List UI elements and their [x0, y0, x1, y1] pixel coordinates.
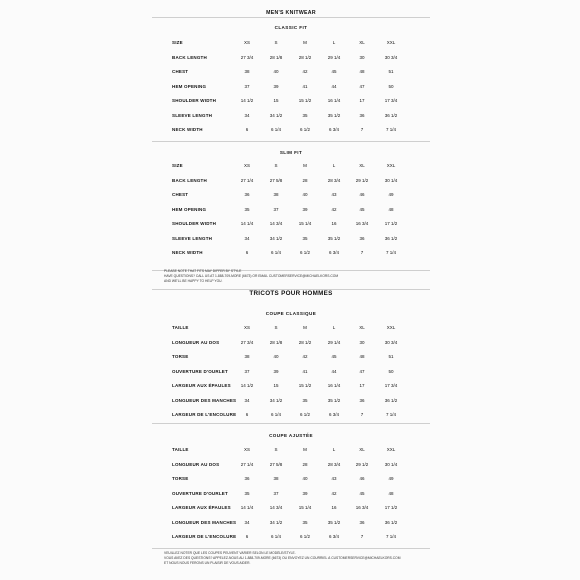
- table-row: [152, 412, 430, 420]
- fine-print-note: ET NOUS NOUS FERONS UN PLAISIR DE VOUS AIDER.: [164, 561, 251, 565]
- measurement-value: 42: [302, 69, 308, 74]
- measurement-value: 27 3/4: [240, 339, 254, 345]
- measurement-value: 27 1/4: [240, 177, 254, 183]
- measurement-label: TORSE: [172, 354, 189, 359]
- slim-fit-heading: COUPE AJUSTÉE: [269, 433, 313, 438]
- size-column-header: XL: [359, 447, 365, 452]
- measurement-value: 7: [360, 250, 364, 255]
- measurement-value: 39: [273, 368, 279, 374]
- measurement-value: 15 1/2: [298, 98, 312, 103]
- size-column-header: S: [274, 163, 278, 168]
- measurement-value: 34: [244, 235, 250, 241]
- measurement-label: LARGEUR DE L'ENCOLURE: [172, 412, 237, 417]
- measurement-value: 40: [273, 69, 279, 74]
- size-column-header: L: [332, 447, 336, 452]
- measurement-value: 6 1/4: [270, 127, 281, 132]
- measurement-value: 46: [359, 476, 365, 481]
- measurement-value: 35: [244, 206, 250, 212]
- table-row: [152, 84, 430, 92]
- measurement-value: 36: [244, 192, 250, 197]
- measurement-value: 39: [302, 206, 308, 212]
- measurement-value: 6: [245, 250, 249, 255]
- measurement-value: 51: [388, 69, 394, 74]
- measurement-value: 40: [273, 354, 279, 359]
- measurement-value: 7 1/4: [385, 250, 396, 255]
- measurement-value: 16: [331, 505, 337, 510]
- measurement-value: 47: [359, 83, 365, 89]
- measurement-value: 6: [245, 127, 249, 132]
- size-column-header: XXL: [386, 163, 396, 168]
- measurement-label: LARGEUR AUX ÉPAULES: [172, 383, 231, 388]
- measurement-value: 37: [244, 83, 250, 89]
- measurement-value: 30 3/4: [384, 339, 398, 345]
- table-row: [152, 113, 430, 121]
- table-row: [152, 250, 430, 258]
- measurement-label: NECK WIDTH: [172, 250, 203, 255]
- measurement-value: 35: [302, 235, 308, 241]
- measurement-value: 48: [359, 69, 365, 74]
- measurement-value: 15 1/4: [298, 221, 312, 226]
- measurement-value: 40: [302, 476, 308, 481]
- measurement-value: 35: [302, 397, 308, 403]
- table-row: [152, 236, 430, 244]
- measurement-value: 28 1/8: [269, 54, 283, 60]
- page-title-fr: TRICOTS POUR HOMMES: [249, 290, 333, 297]
- measurement-value: 35 1/2: [327, 235, 341, 241]
- measurement-value: 14 3/4: [269, 221, 283, 226]
- divider-line: [152, 17, 430, 18]
- measurement-value: 29 1/2: [355, 177, 369, 183]
- measurement-value: 16 3/4: [355, 505, 369, 510]
- fine-print-note: HAVE QUESTIONS? CALL US AT 1-888-709-MORE (6673) OR EMAIL CUSTOMERSERVICE@MICHAELKORS.COM: [164, 274, 339, 278]
- size-column-header: XS: [243, 163, 250, 168]
- measurement-value: 35 1/2: [327, 112, 341, 118]
- divider-line: [152, 423, 430, 424]
- measurement-value: 7 1/4: [385, 127, 396, 132]
- size-column-header: M: [303, 325, 307, 330]
- measurement-value: 7 1/4: [385, 412, 396, 417]
- measurement-label: TORSE: [172, 476, 189, 481]
- table-row: [152, 520, 430, 528]
- measurement-value: 30 3/4: [384, 54, 398, 60]
- measurement-value: 35 1/2: [327, 519, 341, 525]
- measurement-value: 43: [331, 476, 337, 481]
- measurement-value: 43: [331, 192, 337, 197]
- measurement-value: 28 3/4: [327, 461, 341, 467]
- table-row: [152, 534, 430, 542]
- measurement-label: SLEEVE LENGTH: [172, 112, 213, 118]
- measurement-label: CHEST: [172, 192, 189, 197]
- measurement-value: 16 1/4: [327, 98, 341, 103]
- size-column-header: L: [332, 325, 336, 330]
- table-row: [152, 98, 430, 106]
- measurement-value: 34 1/2: [269, 519, 283, 525]
- measurement-value: 47: [359, 368, 365, 374]
- table-row: [152, 369, 430, 377]
- measurement-value: 30: [359, 54, 365, 60]
- measurement-value: 36 1/2: [384, 112, 398, 118]
- measurement-value: 15: [273, 383, 279, 388]
- size-column-header: XS: [243, 325, 250, 330]
- measurement-value: 6 1/4: [270, 534, 281, 539]
- measurement-value: 16: [331, 221, 337, 226]
- measurement-value: 6 1/2: [299, 127, 310, 132]
- size-column-header: M: [303, 447, 307, 452]
- size-column-header: S: [274, 325, 278, 330]
- measurement-value: 42: [331, 206, 337, 212]
- measurement-value: 28 3/4: [327, 177, 341, 183]
- measurement-value: 41: [302, 368, 308, 374]
- measurement-value: 6: [245, 534, 249, 539]
- size-column-header: XL: [359, 325, 365, 330]
- measurement-value: 35: [302, 519, 308, 525]
- measurement-value: 39: [302, 490, 308, 496]
- measurement-value: 6 1/2: [299, 534, 310, 539]
- size-header-row: [152, 163, 430, 171]
- measurement-value: 34: [244, 397, 250, 403]
- measurement-value: 15 1/4: [298, 505, 312, 510]
- measurement-value: 40: [302, 192, 308, 197]
- measurement-value: 34: [244, 519, 250, 525]
- measurement-value: 6 3/4: [328, 534, 339, 539]
- measurement-value: 27 5/8: [269, 461, 283, 467]
- measurement-value: 42: [331, 490, 337, 496]
- measurement-value: 49: [388, 192, 394, 197]
- measurement-value: 36: [244, 476, 250, 481]
- measurement-value: 34: [244, 112, 250, 118]
- measurement-value: 27 1/4: [240, 461, 254, 467]
- size-chart-sheet: [152, 0, 430, 580]
- measurement-value: 36: [359, 235, 365, 241]
- size-header-row: [152, 40, 430, 48]
- measurement-label: BACK LENGTH: [172, 177, 207, 183]
- table-row: [152, 476, 430, 484]
- measurement-label: LONGUEUR DES MANCHES: [172, 397, 237, 403]
- measurement-label: OUVERTURE D'OURLET: [172, 368, 228, 374]
- measurement-value: 15 1/2: [298, 383, 312, 388]
- table-row: [152, 221, 430, 229]
- measurement-value: 30 1/4: [384, 177, 398, 183]
- measurement-value: 28 1/8: [269, 339, 283, 345]
- measurement-value: 29 1/4: [327, 54, 341, 60]
- measurement-value: 30 1/4: [384, 461, 398, 467]
- measurement-value: 29 1/4: [327, 339, 341, 345]
- measurement-value: 37: [273, 490, 279, 496]
- measurement-value: 37: [273, 206, 279, 212]
- size-column-header: L: [332, 163, 336, 168]
- measurement-value: 14 3/4: [269, 505, 283, 510]
- table-row: [152, 69, 430, 77]
- fine-print-note: PLEASE NOTE THAT FITS MAY DIFFER BY STYLE: [164, 269, 242, 273]
- measurement-value: 48: [388, 490, 394, 496]
- fine-print-note: AND WE'LL BE HAPPY TO HELP YOU.: [164, 279, 223, 283]
- size-column-header: XL: [359, 40, 365, 45]
- measurement-value: 39: [273, 83, 279, 89]
- size-column-header: XXL: [386, 40, 396, 45]
- measurement-value: 50: [388, 83, 394, 89]
- measurement-value: 41: [302, 83, 308, 89]
- size-column-header: XS: [243, 447, 250, 452]
- measurement-label: SLEEVE LENGTH: [172, 235, 213, 241]
- measurement-label: LONGUEUR DES MANCHES: [172, 519, 237, 525]
- measurement-label: SHOULDER WIDTH: [172, 98, 217, 103]
- measurement-value: 36: [359, 519, 365, 525]
- size-header-row: [152, 325, 430, 333]
- measurement-value: 38: [244, 354, 250, 359]
- fine-print-note: VOUS AVEZ DES QUESTIONS? APPELEZ-NOUS AU 1-888-709-MORE (6673) OU ENVOYEZ UN COURRIEL À CUSTOMERSERVICE@MICHAELKORS.COM: [164, 556, 401, 560]
- measurement-value: 6 3/4: [328, 412, 339, 417]
- measurement-value: 44: [331, 83, 337, 89]
- measurement-value: 48: [388, 206, 394, 212]
- fine-print-note: VEUILLEZ NOTER QUE LES COUPES PEUVENT VARIER SELON LE MODÈLE/STYLE.: [164, 551, 296, 555]
- size-column-header: XL: [359, 163, 365, 168]
- measurement-value: 17 3/4: [384, 383, 398, 388]
- size-column-header: XXL: [386, 447, 396, 452]
- measurement-value: 6 1/4: [270, 250, 281, 255]
- measurement-value: 36: [359, 397, 365, 403]
- measurement-value: 28 1/2: [298, 54, 312, 60]
- measurement-label: LARGEUR AUX ÉPAULES: [172, 505, 231, 510]
- classic-fit-heading: CLASSIC FIT: [274, 25, 308, 30]
- measurement-value: 17: [359, 383, 365, 388]
- measurement-label: LONGUEUR AU DOS: [172, 339, 220, 345]
- measurement-value: 46: [359, 192, 365, 197]
- measurement-value: 48: [359, 354, 365, 359]
- measurement-value: 17 1/2: [384, 505, 398, 510]
- measurement-label: CHEST: [172, 69, 189, 74]
- measurement-value: 17 1/2: [384, 221, 398, 226]
- table-row: [152, 462, 430, 470]
- size-column-header: XS: [243, 40, 250, 45]
- measurement-value: 6 1/2: [299, 412, 310, 417]
- measurement-value: 50: [388, 368, 394, 374]
- measurement-value: 34 1/2: [269, 397, 283, 403]
- slim-fit-heading: SLIM FIT: [279, 150, 303, 155]
- table-row: [152, 55, 430, 63]
- table-row: [152, 340, 430, 348]
- measurement-label: BACK LENGTH: [172, 54, 207, 60]
- table-row: [152, 491, 430, 499]
- size-column-header: S: [274, 40, 278, 45]
- measurement-value: 15: [273, 98, 279, 103]
- size-column-header: M: [303, 163, 307, 168]
- divider-line: [152, 141, 430, 142]
- measurement-value: 45: [359, 206, 365, 212]
- measurement-value: 16 1/4: [327, 383, 341, 388]
- table-row: [152, 127, 430, 135]
- size-label: SIZE: [172, 163, 183, 168]
- measurement-label: LONGUEUR AU DOS: [172, 461, 220, 467]
- measurement-label: LARGEUR DE L'ENCOLURE: [172, 534, 237, 539]
- size-column-header: XXL: [386, 325, 396, 330]
- measurement-value: 38: [273, 192, 279, 197]
- measurement-value: 45: [331, 69, 337, 74]
- measurement-value: 36 1/2: [384, 519, 398, 525]
- measurement-value: 38: [244, 69, 250, 74]
- measurement-value: 16 3/4: [355, 221, 369, 226]
- measurement-value: 35: [302, 112, 308, 118]
- measurement-value: 6 1/2: [299, 250, 310, 255]
- table-row: [152, 383, 430, 391]
- measurement-value: 6 3/4: [328, 127, 339, 132]
- measurement-value: 45: [359, 490, 365, 496]
- measurement-value: 7: [360, 534, 364, 539]
- table-row: [152, 398, 430, 406]
- size-label: TAILLE: [172, 325, 189, 330]
- measurement-value: 14 1/4: [240, 221, 254, 226]
- measurement-value: 35 1/2: [327, 397, 341, 403]
- measurement-value: 37: [244, 368, 250, 374]
- measurement-value: 14 1/2: [240, 383, 254, 388]
- size-column-header: M: [303, 40, 307, 45]
- measurement-value: 6 3/4: [328, 250, 339, 255]
- size-label: SIZE: [172, 40, 183, 45]
- measurement-value: 7: [360, 412, 364, 417]
- page-title: MEN'S KNITWEAR: [266, 10, 316, 16]
- size-label: TAILLE: [172, 447, 189, 452]
- measurement-value: 30: [359, 339, 365, 345]
- size-column-header: L: [332, 40, 336, 45]
- measurement-value: 38: [273, 476, 279, 481]
- divider-line: [152, 548, 430, 549]
- measurement-value: 36 1/2: [384, 397, 398, 403]
- measurement-value: 14 1/2: [240, 98, 254, 103]
- measurement-value: 28: [302, 177, 308, 183]
- measurement-value: 6 1/4: [270, 412, 281, 417]
- measurement-value: 28 1/2: [298, 339, 312, 345]
- measurement-value: 27 3/4: [240, 54, 254, 60]
- size-column-header: S: [274, 447, 278, 452]
- measurement-value: 7 1/4: [385, 534, 396, 539]
- measurement-label: SHOULDER WIDTH: [172, 221, 217, 226]
- measurement-value: 35: [244, 490, 250, 496]
- measurement-value: 28: [302, 461, 308, 467]
- measurement-label: NECK WIDTH: [172, 127, 203, 132]
- measurement-value: 42: [302, 354, 308, 359]
- table-row: [152, 505, 430, 513]
- table-row: [152, 192, 430, 200]
- table-row: [152, 178, 430, 186]
- classic-fit-heading: COUPE CLASSIQUE: [265, 311, 317, 316]
- table-row: [152, 354, 430, 362]
- measurement-value: 17: [359, 98, 365, 103]
- measurement-value: 14 1/4: [240, 505, 254, 510]
- measurement-value: 45: [331, 354, 337, 359]
- measurement-value: 29 1/2: [355, 461, 369, 467]
- measurement-value: 34 1/2: [269, 112, 283, 118]
- size-header-row: [152, 447, 430, 455]
- measurement-value: 17 3/4: [384, 98, 398, 103]
- measurement-value: 44: [331, 368, 337, 374]
- measurement-value: 6: [245, 412, 249, 417]
- measurement-label: OUVERTURE D'OURLET: [172, 490, 228, 496]
- measurement-value: 34 1/2: [269, 235, 283, 241]
- measurement-label: HEM OPENING: [172, 206, 207, 212]
- measurement-value: 7: [360, 127, 364, 132]
- measurement-value: 51: [388, 354, 394, 359]
- measurement-label: HEM OPENING: [172, 83, 207, 89]
- measurement-value: 49: [388, 476, 394, 481]
- measurement-value: 36: [359, 112, 365, 118]
- measurement-value: 36 1/2: [384, 235, 398, 241]
- table-row: [152, 207, 430, 215]
- measurement-value: 27 5/8: [269, 177, 283, 183]
